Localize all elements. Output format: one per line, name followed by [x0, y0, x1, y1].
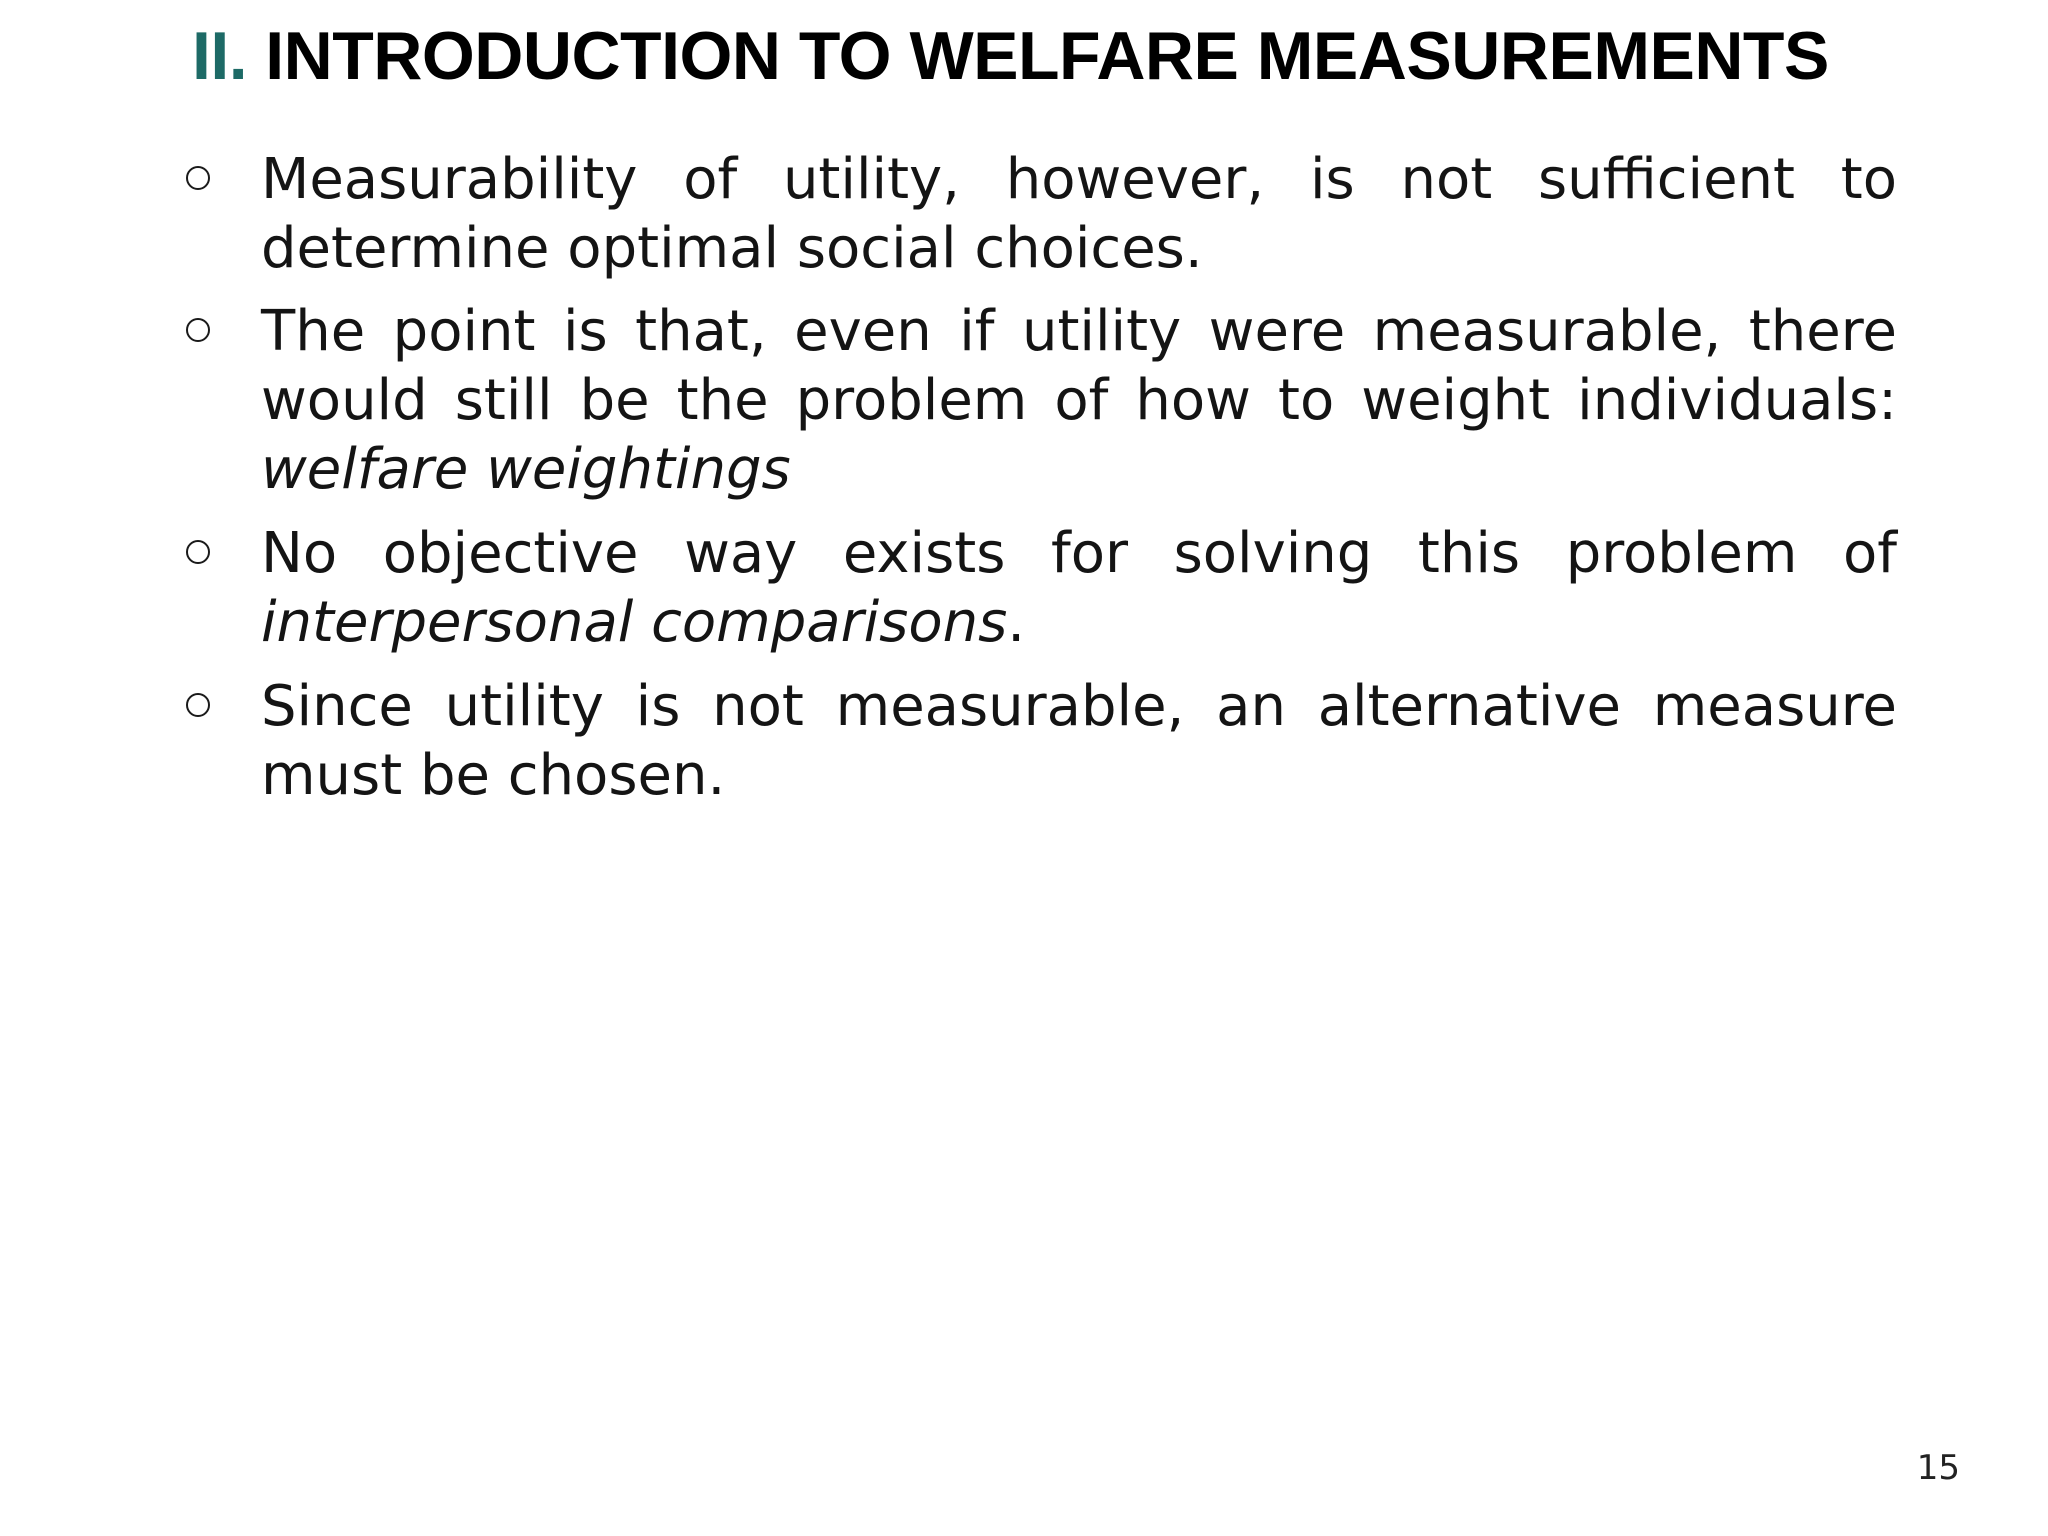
bullet-text: The point is that, even if utility were measurable, there would still be the problem of how to weight individuals: welfare weightings: [261, 299, 1897, 502]
hollow-circle-icon: [186, 540, 210, 564]
bullet-text: Since utility is not measurable, an alternative measure must be chosen.: [261, 674, 1897, 808]
hollow-circle-icon: [186, 166, 210, 190]
emphasis-text: interpersonal comparisons: [261, 590, 1008, 655]
section-numeral: II.: [192, 18, 248, 94]
hollow-circle-icon: [186, 693, 210, 717]
emphasis-text: welfare weightings: [261, 437, 791, 502]
title-text: INTRODUCTION TO WELFARE MEASUREMENTS: [265, 18, 1829, 94]
bullet-text: No objective way exists for solving this problem of interpersonal comparisons.: [261, 521, 1897, 655]
hollow-circle-icon: [186, 318, 210, 342]
bullet-text: Measurability of utility, however, is not sufficient to determine optimal social choices.: [261, 147, 1897, 281]
page-number: 15: [1916, 1448, 1960, 1488]
